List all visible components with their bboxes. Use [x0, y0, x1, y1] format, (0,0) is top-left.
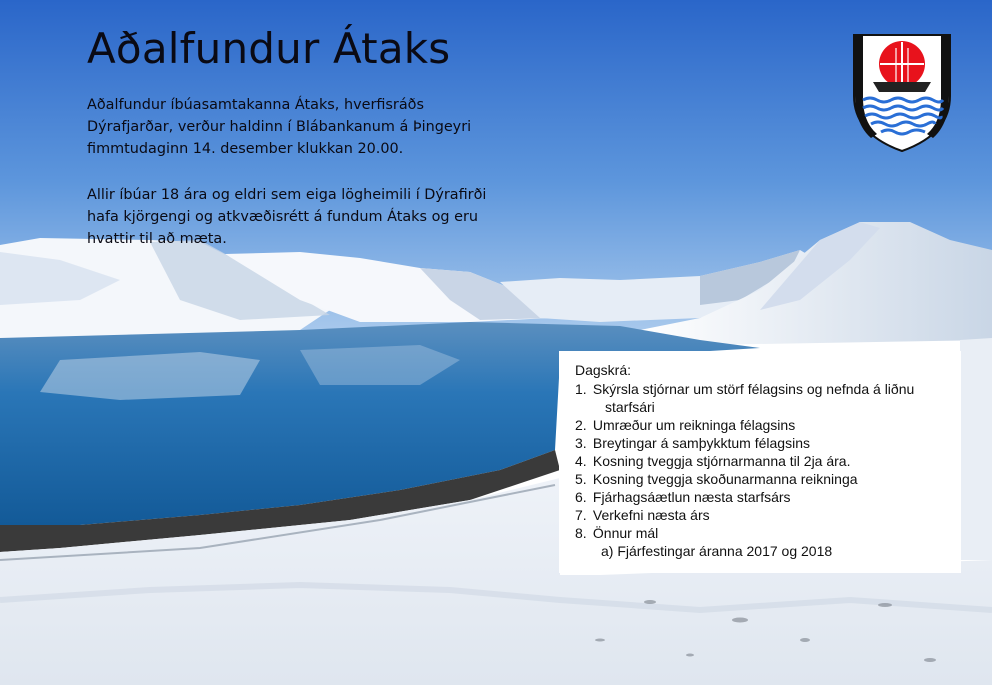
agenda-item-number: 3.: [575, 435, 587, 451]
intro-line: Aðalfundur íbúasamtakanna Átaks, hverfisráðs: [87, 97, 424, 113]
agenda-item-continuation: starfsári: [605, 399, 655, 415]
agenda-box: [559, 351, 961, 573]
agenda-item: [575, 470, 945, 488]
agenda-item: [575, 506, 945, 524]
agenda-item-text: Kosning tveggja stjórnarmanna til 2ja ára.: [592, 453, 851, 469]
agenda-title: Dagskrá:: [575, 362, 632, 378]
agenda-item-number: 1.: [575, 381, 587, 397]
eligibility-paragraph: [87, 184, 486, 250]
agenda-item: [575, 416, 945, 434]
agenda-item: [575, 488, 945, 506]
page-title: Aðalfundur Átaks: [87, 24, 451, 73]
agenda-item-text: Skýrsla stjórnar um störf félagsins og nefnda á liðnu: [592, 381, 915, 397]
agenda-item: [575, 380, 945, 416]
agenda-item-text: Verkefni næsta árs: [592, 507, 710, 523]
intro-paragraph: [87, 94, 471, 160]
agenda-subitem: a) Fjárfestingar áranna 2017 og 2018: [601, 543, 833, 559]
agenda-item-text: Önnur mál: [592, 525, 659, 541]
coat-of-arms-icon: [853, 34, 951, 152]
eligibility-line: hafa kjörgengi og atkvæðisrétt á fundum Átaks og eru: [87, 209, 478, 225]
agenda-item-text: Breytingar á samþykktum félagsins: [592, 435, 810, 451]
agenda-item-number: 2.: [575, 417, 587, 433]
agenda-list: [575, 380, 945, 560]
intro-line: Dýrafjarðar, verður haldinn í Blábankanum á Þingeyri: [87, 119, 472, 135]
agenda-item-text: Fjárhagsáætlun næsta starfsárs: [592, 489, 791, 505]
agenda-item-number: 4.: [575, 453, 587, 469]
agenda-item-number: 6.: [575, 489, 587, 505]
agenda-item: [575, 524, 945, 542]
eligibility-line: Allir íbúar 18 ára og eldri sem eiga lögheimili í Dýrafirði: [87, 187, 487, 203]
agenda-item: [575, 434, 945, 452]
agenda-item-number: 7.: [575, 507, 587, 523]
agenda-item-text: Umræður um reikninga félagsins: [592, 417, 796, 433]
agenda-item-number: 5.: [575, 471, 587, 487]
agenda-item: [575, 452, 945, 470]
agenda-item-text: Kosning tveggja skoðunarmanna reikninga: [592, 471, 858, 487]
eligibility-line: hvattir til að mæta.: [87, 231, 227, 247]
agenda-item-number: 8.: [575, 525, 587, 541]
intro-line: fimmtudaginn 14. desember klukkan 20.00.: [87, 141, 404, 157]
